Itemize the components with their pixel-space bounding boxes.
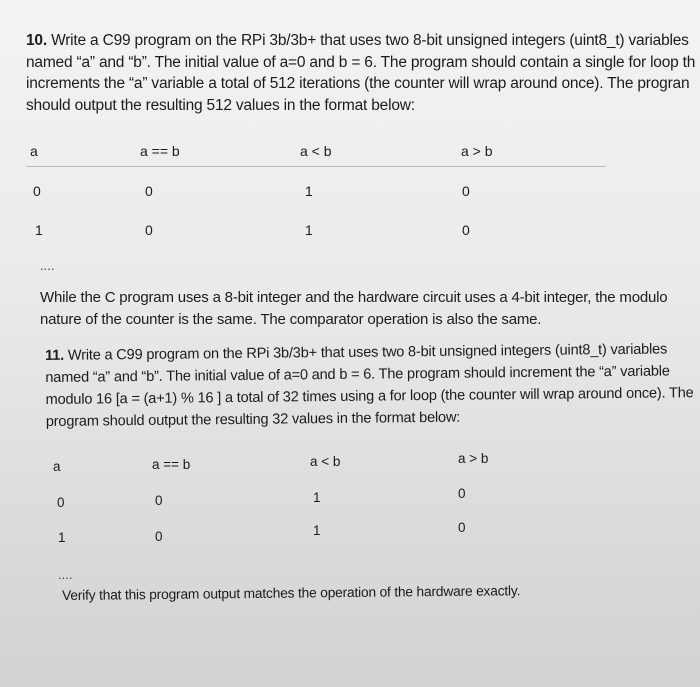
- q11-header-gt: a > b: [458, 451, 489, 466]
- q11-note-line: Verify that this program output matches the operation of the hardware exactly.: [62, 583, 521, 603]
- q11-number: 11.: [45, 347, 65, 364]
- q11-ellipsis: ....: [58, 567, 73, 582]
- q11-row1-gt: 0: [458, 486, 466, 501]
- q11-prompt: [45, 338, 694, 433]
- q11-line-2: named “a” and “b”. The initial value of a=0 and b = 6. The program should increment the “a” variable: [45, 363, 670, 386]
- q11-header-eq: a == b: [152, 457, 191, 472]
- q10-header-rule: [26, 166, 606, 167]
- q10-line-2: named “a” and “b”. The initial value of a=0 and b = 6. The program should contain a single for loop th: [26, 53, 696, 71]
- q10-header-eq: a == b: [140, 143, 180, 159]
- q11-row1-lt: 1: [313, 490, 321, 505]
- q10-number: 10.: [26, 32, 47, 49]
- q10-row1-gt: 0: [462, 183, 470, 199]
- q11-header-lt: a < b: [310, 454, 341, 469]
- q11-row1-a: 0: [57, 495, 65, 510]
- q10-row2-lt: 1: [305, 222, 313, 238]
- q10-row1-eq: 0: [145, 183, 153, 199]
- q10-line-1: 10. Write a C99 program on the RPi 3b/3b+ that uses two 8-bit unsigned integers (uint8_t) variables: [26, 32, 689, 49]
- q10-header-gt: a > b: [461, 143, 493, 159]
- q11-row2-a: 1: [58, 530, 66, 545]
- q11-note: [62, 580, 520, 606]
- q10-line-3: increments the “a” variable a total of 512 iterations (the counter will wrap around once). The progran: [26, 75, 690, 92]
- q10-row1-lt: 1: [305, 183, 313, 199]
- q10-row2-gt: 0: [462, 222, 470, 238]
- q11-row2-eq: 0: [155, 529, 163, 544]
- q11-row2-gt: 0: [458, 520, 466, 535]
- q10-row2-eq: 0: [145, 222, 153, 238]
- q11-row2-lt: 1: [313, 523, 321, 538]
- q10-header-a: a: [30, 143, 38, 159]
- q11-line-3: modulo 16 [a = (a+1) % 16 ] a total of 32 times using a for loop (the counter will wrap around once). The: [45, 385, 694, 408]
- q10-note-line-1: While the C program uses a 8-bit integer and the hardware circuit uses a 4-bit integer, the modulo: [40, 289, 668, 306]
- q10-note: [40, 287, 667, 331]
- q10-prompt: [26, 30, 695, 116]
- q10-line-4: should output the resulting 512 values in the format below:: [26, 96, 415, 114]
- q10-row1-a: 0: [33, 183, 41, 199]
- q10-ellipsis: ....: [40, 258, 55, 273]
- q10-row2-a: 1: [35, 222, 43, 238]
- q11-header-a: a: [53, 459, 61, 474]
- q11-line-4: program should output the resulting 32 values in the format below:: [45, 409, 461, 430]
- q10-note-line-2: nature of the counter is the same. The comparator operation is also the same.: [40, 311, 542, 328]
- q11-row1-eq: 0: [155, 493, 163, 508]
- q11-line-1: 11. Write a C99 program on the RPi 3b/3b+ that uses two 8-bit unsigned integers (uint8_t) variables: [45, 341, 668, 364]
- q10-header-lt: a < b: [300, 143, 332, 159]
